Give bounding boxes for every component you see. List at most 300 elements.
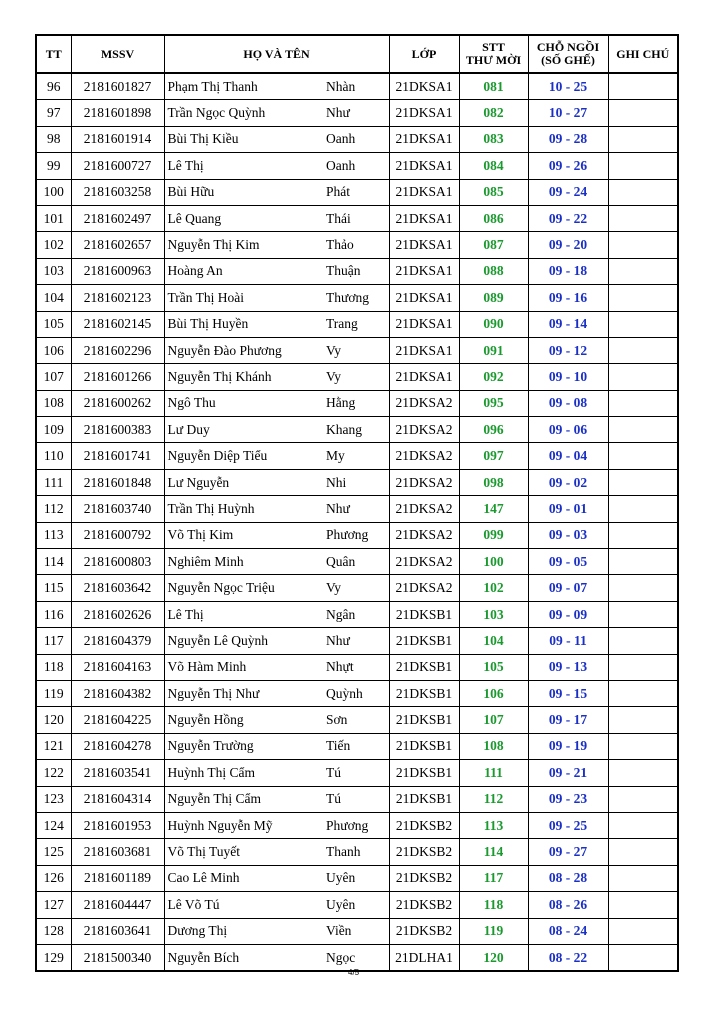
row-stt-thu-moi: 083 xyxy=(459,126,528,152)
row-mssv: 2181601953 xyxy=(71,812,164,838)
row-mssv: 2181601848 xyxy=(71,469,164,495)
row-stt-thu-moi: 119 xyxy=(459,918,528,944)
row-ghi-chu xyxy=(608,364,678,390)
row-tt: 126 xyxy=(36,865,71,891)
row-cho-ngoi: 09 - 25 xyxy=(528,812,608,838)
row-stt-thu-moi: 111 xyxy=(459,760,528,786)
table-row xyxy=(36,126,678,152)
row-ten: Oanh xyxy=(322,126,389,152)
row-mssv: 2181603642 xyxy=(71,575,164,601)
row-cho-ngoi: 08 - 26 xyxy=(528,892,608,918)
row-lop: 21DKSB1 xyxy=(389,680,459,706)
table-row xyxy=(36,575,678,601)
row-ho: Ngô Thu xyxy=(164,390,322,416)
row-ten: Uyên xyxy=(322,892,389,918)
row-tt: 129 xyxy=(36,944,71,971)
row-lop: 21DKSA2 xyxy=(389,522,459,548)
row-lop: 21DKSB1 xyxy=(389,601,459,627)
row-ten: Như xyxy=(322,100,389,126)
row-lop: 21DKSA2 xyxy=(389,443,459,469)
row-mssv: 2181604382 xyxy=(71,680,164,706)
row-lop: 21DKSB1 xyxy=(389,628,459,654)
row-ghi-chu xyxy=(608,839,678,865)
table-row xyxy=(36,628,678,654)
row-ho: Huỳnh Thị Cẩm xyxy=(164,760,322,786)
row-mssv: 2181601741 xyxy=(71,443,164,469)
row-tt: 115 xyxy=(36,575,71,601)
row-stt-thu-moi: 107 xyxy=(459,707,528,733)
row-ho: Nguyễn Bích xyxy=(164,944,322,971)
row-lop: 21DKSA2 xyxy=(389,390,459,416)
row-ho: Bùi Hữu xyxy=(164,179,322,205)
row-ghi-chu xyxy=(608,865,678,891)
row-tt: 110 xyxy=(36,443,71,469)
row-cho-ngoi: 08 - 24 xyxy=(528,918,608,944)
row-mssv: 2181602657 xyxy=(71,232,164,258)
row-mssv: 2181600803 xyxy=(71,549,164,575)
row-cho-ngoi: 09 - 14 xyxy=(528,311,608,337)
row-ghi-chu xyxy=(608,126,678,152)
row-stt-thu-moi: 086 xyxy=(459,205,528,231)
row-tt: 120 xyxy=(36,707,71,733)
table-row xyxy=(36,654,678,680)
row-lop: 21DKSA2 xyxy=(389,469,459,495)
row-cho-ngoi: 09 - 07 xyxy=(528,575,608,601)
row-cho-ngoi: 09 - 21 xyxy=(528,760,608,786)
row-tt: 105 xyxy=(36,311,71,337)
row-cho-ngoi: 09 - 10 xyxy=(528,364,608,390)
row-ho: Võ Thị Tuyết xyxy=(164,839,322,865)
row-ghi-chu xyxy=(608,892,678,918)
row-mssv: 2181604278 xyxy=(71,733,164,759)
row-cho-ngoi: 09 - 11 xyxy=(528,628,608,654)
row-stt-thu-moi: 102 xyxy=(459,575,528,601)
row-ten: Quỳnh xyxy=(322,680,389,706)
row-cho-ngoi: 09 - 22 xyxy=(528,205,608,231)
row-ghi-chu xyxy=(608,285,678,311)
table-row xyxy=(36,760,678,786)
header-cho-ngoi xyxy=(528,35,608,73)
table-row xyxy=(36,100,678,126)
header-tt: TT xyxy=(36,35,71,73)
row-lop: 21DKSA1 xyxy=(389,73,459,100)
table-row xyxy=(36,73,678,100)
row-stt-thu-moi: 117 xyxy=(459,865,528,891)
row-ho: Nguyễn Thị Cẩm xyxy=(164,786,322,812)
row-ten: Sơn xyxy=(322,707,389,733)
row-mssv: 2181600383 xyxy=(71,417,164,443)
row-tt: 128 xyxy=(36,918,71,944)
row-ghi-chu xyxy=(608,337,678,363)
table-row xyxy=(36,417,678,443)
header-ho-va-ten: HỌ VÀ TÊN xyxy=(164,35,389,73)
row-tt: 124 xyxy=(36,812,71,838)
row-ghi-chu xyxy=(608,812,678,838)
row-mssv: 2181602145 xyxy=(71,311,164,337)
row-ghi-chu xyxy=(608,549,678,575)
row-tt: 121 xyxy=(36,733,71,759)
row-tt: 99 xyxy=(36,153,71,179)
row-mssv: 2181603681 xyxy=(71,839,164,865)
row-cho-ngoi: 09 - 01 xyxy=(528,496,608,522)
row-mssv: 2181603740 xyxy=(71,496,164,522)
table-row xyxy=(36,337,678,363)
row-ghi-chu xyxy=(608,100,678,126)
row-cho-ngoi: 09 - 19 xyxy=(528,733,608,759)
row-lop: 21DKSB2 xyxy=(389,892,459,918)
row-ghi-chu xyxy=(608,496,678,522)
row-ten: My xyxy=(322,443,389,469)
table-row xyxy=(36,733,678,759)
row-ho: Dương Thị xyxy=(164,918,322,944)
row-lop: 21DKSA1 xyxy=(389,285,459,311)
row-tt: 123 xyxy=(36,786,71,812)
row-ghi-chu xyxy=(608,443,678,469)
row-stt-thu-moi: 090 xyxy=(459,311,528,337)
row-cho-ngoi: 10 - 25 xyxy=(528,73,608,100)
table-row xyxy=(36,839,678,865)
row-ten: Vy xyxy=(322,364,389,390)
row-stt-thu-moi: 099 xyxy=(459,522,528,548)
row-ten: Tú xyxy=(322,760,389,786)
row-ten: Quân xyxy=(322,549,389,575)
row-ten: Oanh xyxy=(322,153,389,179)
row-mssv: 2181602626 xyxy=(71,601,164,627)
table-row xyxy=(36,707,678,733)
row-mssv: 2181604314 xyxy=(71,786,164,812)
row-ten: Như xyxy=(322,628,389,654)
row-ten: Thảo xyxy=(322,232,389,258)
row-mssv: 2181602123 xyxy=(71,285,164,311)
row-lop: 21DKSA1 xyxy=(389,232,459,258)
row-lop: 21DKSB1 xyxy=(389,654,459,680)
row-ghi-chu xyxy=(608,232,678,258)
row-ghi-chu xyxy=(608,179,678,205)
row-tt: 101 xyxy=(36,205,71,231)
row-mssv: 2181601898 xyxy=(71,100,164,126)
row-ten: Phát xyxy=(322,179,389,205)
row-lop: 21DKSB1 xyxy=(389,786,459,812)
row-ten: Thuận xyxy=(322,258,389,284)
row-mssv: 2181604225 xyxy=(71,707,164,733)
row-ho: Lư Duy xyxy=(164,417,322,443)
table-row xyxy=(36,601,678,627)
table-row xyxy=(36,812,678,838)
row-cho-ngoi: 09 - 18 xyxy=(528,258,608,284)
row-mssv: 2181602497 xyxy=(71,205,164,231)
row-tt: 119 xyxy=(36,680,71,706)
row-stt-thu-moi: 114 xyxy=(459,839,528,865)
table-row xyxy=(36,918,678,944)
row-ho: Nguyễn Ngọc Triệu xyxy=(164,575,322,601)
row-lop: 21DKSB1 xyxy=(389,760,459,786)
row-cho-ngoi: 09 - 23 xyxy=(528,786,608,812)
row-cho-ngoi: 09 - 03 xyxy=(528,522,608,548)
header-lop: LỚP xyxy=(389,35,459,73)
row-cho-ngoi: 09 - 08 xyxy=(528,390,608,416)
row-ten: Nhi xyxy=(322,469,389,495)
row-ten: Tú xyxy=(322,786,389,812)
row-lop: 21DKSA1 xyxy=(389,364,459,390)
table-row xyxy=(36,205,678,231)
table-row xyxy=(36,786,678,812)
row-lop: 21DKSA1 xyxy=(389,100,459,126)
row-ghi-chu xyxy=(608,601,678,627)
table-row xyxy=(36,522,678,548)
row-mssv: 2181604447 xyxy=(71,892,164,918)
row-cho-ngoi: 08 - 28 xyxy=(528,865,608,891)
row-mssv: 2181500340 xyxy=(71,944,164,971)
row-mssv: 2181600262 xyxy=(71,390,164,416)
row-tt: 112 xyxy=(36,496,71,522)
row-ghi-chu xyxy=(608,205,678,231)
row-stt-thu-moi: 147 xyxy=(459,496,528,522)
header-ghi-chu: GHI CHÚ xyxy=(608,35,678,73)
row-cho-ngoi: 09 - 16 xyxy=(528,285,608,311)
row-ten: Nhàn xyxy=(322,73,389,100)
row-lop: 21DLHA1 xyxy=(389,944,459,971)
row-ten: Uyên xyxy=(322,865,389,891)
row-mssv: 2181602296 xyxy=(71,337,164,363)
row-ten: Khang xyxy=(322,417,389,443)
row-ten: Thái xyxy=(322,205,389,231)
row-tt: 125 xyxy=(36,839,71,865)
row-cho-ngoi: 09 - 05 xyxy=(528,549,608,575)
row-stt-thu-moi: 104 xyxy=(459,628,528,654)
row-stt-thu-moi: 084 xyxy=(459,153,528,179)
table-row xyxy=(36,179,678,205)
row-tt: 103 xyxy=(36,258,71,284)
row-ho: Nguyễn Hồng xyxy=(164,707,322,733)
row-ho: Trần Thị Hoài xyxy=(164,285,322,311)
row-stt-thu-moi: 106 xyxy=(459,680,528,706)
row-ho: Nguyễn Thị Kim xyxy=(164,232,322,258)
row-ghi-chu xyxy=(608,73,678,100)
row-ho: Võ Hàm Minh xyxy=(164,654,322,680)
row-cho-ngoi: 09 - 02 xyxy=(528,469,608,495)
row-cho-ngoi: 09 - 28 xyxy=(528,126,608,152)
header-stt-line1: STT xyxy=(482,40,505,54)
row-ho: Lư Nguyễn xyxy=(164,469,322,495)
row-ghi-chu xyxy=(608,311,678,337)
table-row xyxy=(36,232,678,258)
row-cho-ngoi: 09 - 06 xyxy=(528,417,608,443)
row-tt: 96 xyxy=(36,73,71,100)
row-lop: 21DKSA1 xyxy=(389,311,459,337)
row-ten: Hằng xyxy=(322,390,389,416)
row-cho-ngoi: 09 - 20 xyxy=(528,232,608,258)
row-ho: Lê Thị xyxy=(164,153,322,179)
row-mssv: 2181603541 xyxy=(71,760,164,786)
row-tt: 100 xyxy=(36,179,71,205)
row-ghi-chu xyxy=(608,680,678,706)
page-number: 4/5 xyxy=(348,968,360,977)
row-ten: Phương xyxy=(322,812,389,838)
row-cho-ngoi: 09 - 26 xyxy=(528,153,608,179)
row-cho-ngoi: 09 - 12 xyxy=(528,337,608,363)
row-lop: 21DKSA2 xyxy=(389,496,459,522)
row-lop: 21DKSA1 xyxy=(389,126,459,152)
row-cho-ngoi: 09 - 04 xyxy=(528,443,608,469)
row-cho-ngoi: 08 - 22 xyxy=(528,944,608,971)
row-tt: 109 xyxy=(36,417,71,443)
row-ten: Tiến xyxy=(322,733,389,759)
row-cho-ngoi: 10 - 27 xyxy=(528,100,608,126)
row-stt-thu-moi: 113 xyxy=(459,812,528,838)
table-row xyxy=(36,892,678,918)
row-tt: 104 xyxy=(36,285,71,311)
row-ho: Võ Thị Kim xyxy=(164,522,322,548)
row-ten: Như xyxy=(322,496,389,522)
row-stt-thu-moi: 105 xyxy=(459,654,528,680)
row-tt: 127 xyxy=(36,892,71,918)
table-row xyxy=(36,311,678,337)
row-stt-thu-moi: 088 xyxy=(459,258,528,284)
row-mssv: 2181601266 xyxy=(71,364,164,390)
row-ten: Ngọc xyxy=(322,944,389,971)
row-mssv: 2181603641 xyxy=(71,918,164,944)
row-stt-thu-moi: 100 xyxy=(459,549,528,575)
row-lop: 21DKSA2 xyxy=(389,417,459,443)
row-ghi-chu xyxy=(608,417,678,443)
row-ten: Thương xyxy=(322,285,389,311)
row-stt-thu-moi: 098 xyxy=(459,469,528,495)
row-mssv: 2181600792 xyxy=(71,522,164,548)
row-ho: Cao Lê Minh xyxy=(164,865,322,891)
table-row xyxy=(36,865,678,891)
row-lop: 21DKSA1 xyxy=(389,153,459,179)
row-ho: Nguyễn Đào Phương xyxy=(164,337,322,363)
row-ho: Trần Thị Huỳnh xyxy=(164,496,322,522)
row-stt-thu-moi: 087 xyxy=(459,232,528,258)
row-stt-thu-moi: 118 xyxy=(459,892,528,918)
row-ho: Nguyễn Lê Quỳnh xyxy=(164,628,322,654)
row-lop: 21DKSB2 xyxy=(389,865,459,891)
table-body xyxy=(36,73,678,971)
header-row xyxy=(36,35,678,73)
row-ghi-chu xyxy=(608,918,678,944)
row-tt: 98 xyxy=(36,126,71,152)
row-stt-thu-moi: 092 xyxy=(459,364,528,390)
header-cho-ngoi-line2: (SỐ GHẾ) xyxy=(541,53,595,67)
row-stt-thu-moi: 085 xyxy=(459,179,528,205)
row-stt-thu-moi: 112 xyxy=(459,786,528,812)
row-tt: 117 xyxy=(36,628,71,654)
row-tt: 97 xyxy=(36,100,71,126)
row-tt: 102 xyxy=(36,232,71,258)
row-ten: Nhựt xyxy=(322,654,389,680)
table-row xyxy=(36,443,678,469)
table-row xyxy=(36,390,678,416)
row-ho: Lê Quang xyxy=(164,205,322,231)
row-tt: 114 xyxy=(36,549,71,575)
row-mssv: 2181601914 xyxy=(71,126,164,152)
table-row xyxy=(36,680,678,706)
row-cho-ngoi: 09 - 24 xyxy=(528,179,608,205)
row-lop: 21DKSB1 xyxy=(389,707,459,733)
row-ghi-chu xyxy=(608,654,678,680)
row-stt-thu-moi: 095 xyxy=(459,390,528,416)
row-ho: Hoàng An xyxy=(164,258,322,284)
row-stt-thu-moi: 096 xyxy=(459,417,528,443)
row-tt: 108 xyxy=(36,390,71,416)
header-mssv: MSSV xyxy=(71,35,164,73)
header-stt-line2: THƯ MỜI xyxy=(465,53,522,67)
row-ho: Lê Thị xyxy=(164,601,322,627)
row-mssv: 2181601189 xyxy=(71,865,164,891)
row-lop: 21DKSB2 xyxy=(389,812,459,838)
row-stt-thu-moi: 081 xyxy=(459,73,528,100)
row-lop: 21DKSB2 xyxy=(389,918,459,944)
row-ho: Nguyễn Trường xyxy=(164,733,322,759)
row-lop: 21DKSA1 xyxy=(389,179,459,205)
row-tt: 113 xyxy=(36,522,71,548)
row-mssv: 2181600963 xyxy=(71,258,164,284)
row-ghi-chu xyxy=(608,944,678,971)
row-stt-thu-moi: 097 xyxy=(459,443,528,469)
row-stt-thu-moi: 103 xyxy=(459,601,528,627)
row-ho: Huỳnh Nguyễn Mỹ xyxy=(164,812,322,838)
row-ghi-chu xyxy=(608,786,678,812)
header-stt-thu-moi xyxy=(459,35,528,73)
row-mssv: 2181600727 xyxy=(71,153,164,179)
row-tt: 116 xyxy=(36,601,71,627)
row-lop: 21DKSA2 xyxy=(389,575,459,601)
row-cho-ngoi: 09 - 15 xyxy=(528,680,608,706)
row-ho: Nghiêm Minh xyxy=(164,549,322,575)
row-ten: Vy xyxy=(322,337,389,363)
row-ghi-chu xyxy=(608,522,678,548)
row-lop: 21DKSB1 xyxy=(389,733,459,759)
row-tt: 118 xyxy=(36,654,71,680)
table-row xyxy=(36,364,678,390)
row-ghi-chu xyxy=(608,469,678,495)
row-ho: Bùi Thị Huyền xyxy=(164,311,322,337)
student-seating-table xyxy=(35,34,679,972)
row-ten: Vy xyxy=(322,575,389,601)
row-ghi-chu xyxy=(608,628,678,654)
row-cho-ngoi: 09 - 09 xyxy=(528,601,608,627)
row-stt-thu-moi: 089 xyxy=(459,285,528,311)
row-cho-ngoi: 09 - 17 xyxy=(528,707,608,733)
row-ghi-chu xyxy=(608,733,678,759)
table-row xyxy=(36,496,678,522)
row-lop: 21DKSA1 xyxy=(389,337,459,363)
table-row xyxy=(36,469,678,495)
row-lop: 21DKSA2 xyxy=(389,549,459,575)
row-ghi-chu xyxy=(608,153,678,179)
table-row xyxy=(36,549,678,575)
row-lop: 21DKSA1 xyxy=(389,205,459,231)
table-row xyxy=(36,153,678,179)
row-ten: Viền xyxy=(322,918,389,944)
row-ghi-chu xyxy=(608,760,678,786)
row-stt-thu-moi: 108 xyxy=(459,733,528,759)
row-mssv: 2181604379 xyxy=(71,628,164,654)
row-tt: 111 xyxy=(36,469,71,495)
row-tt: 106 xyxy=(36,337,71,363)
row-tt: 122 xyxy=(36,760,71,786)
row-cho-ngoi: 09 - 13 xyxy=(528,654,608,680)
row-ten: Thanh xyxy=(322,839,389,865)
row-stt-thu-moi: 091 xyxy=(459,337,528,363)
row-ten: Trang xyxy=(322,311,389,337)
row-ho: Trần Ngọc Quỳnh xyxy=(164,100,322,126)
header-cho-ngoi-line1: CHỖ NGỒI xyxy=(536,40,600,54)
row-ho: Phạm Thị Thanh xyxy=(164,73,322,100)
row-ho: Lê Võ Tú xyxy=(164,892,322,918)
row-stt-thu-moi: 082 xyxy=(459,100,528,126)
